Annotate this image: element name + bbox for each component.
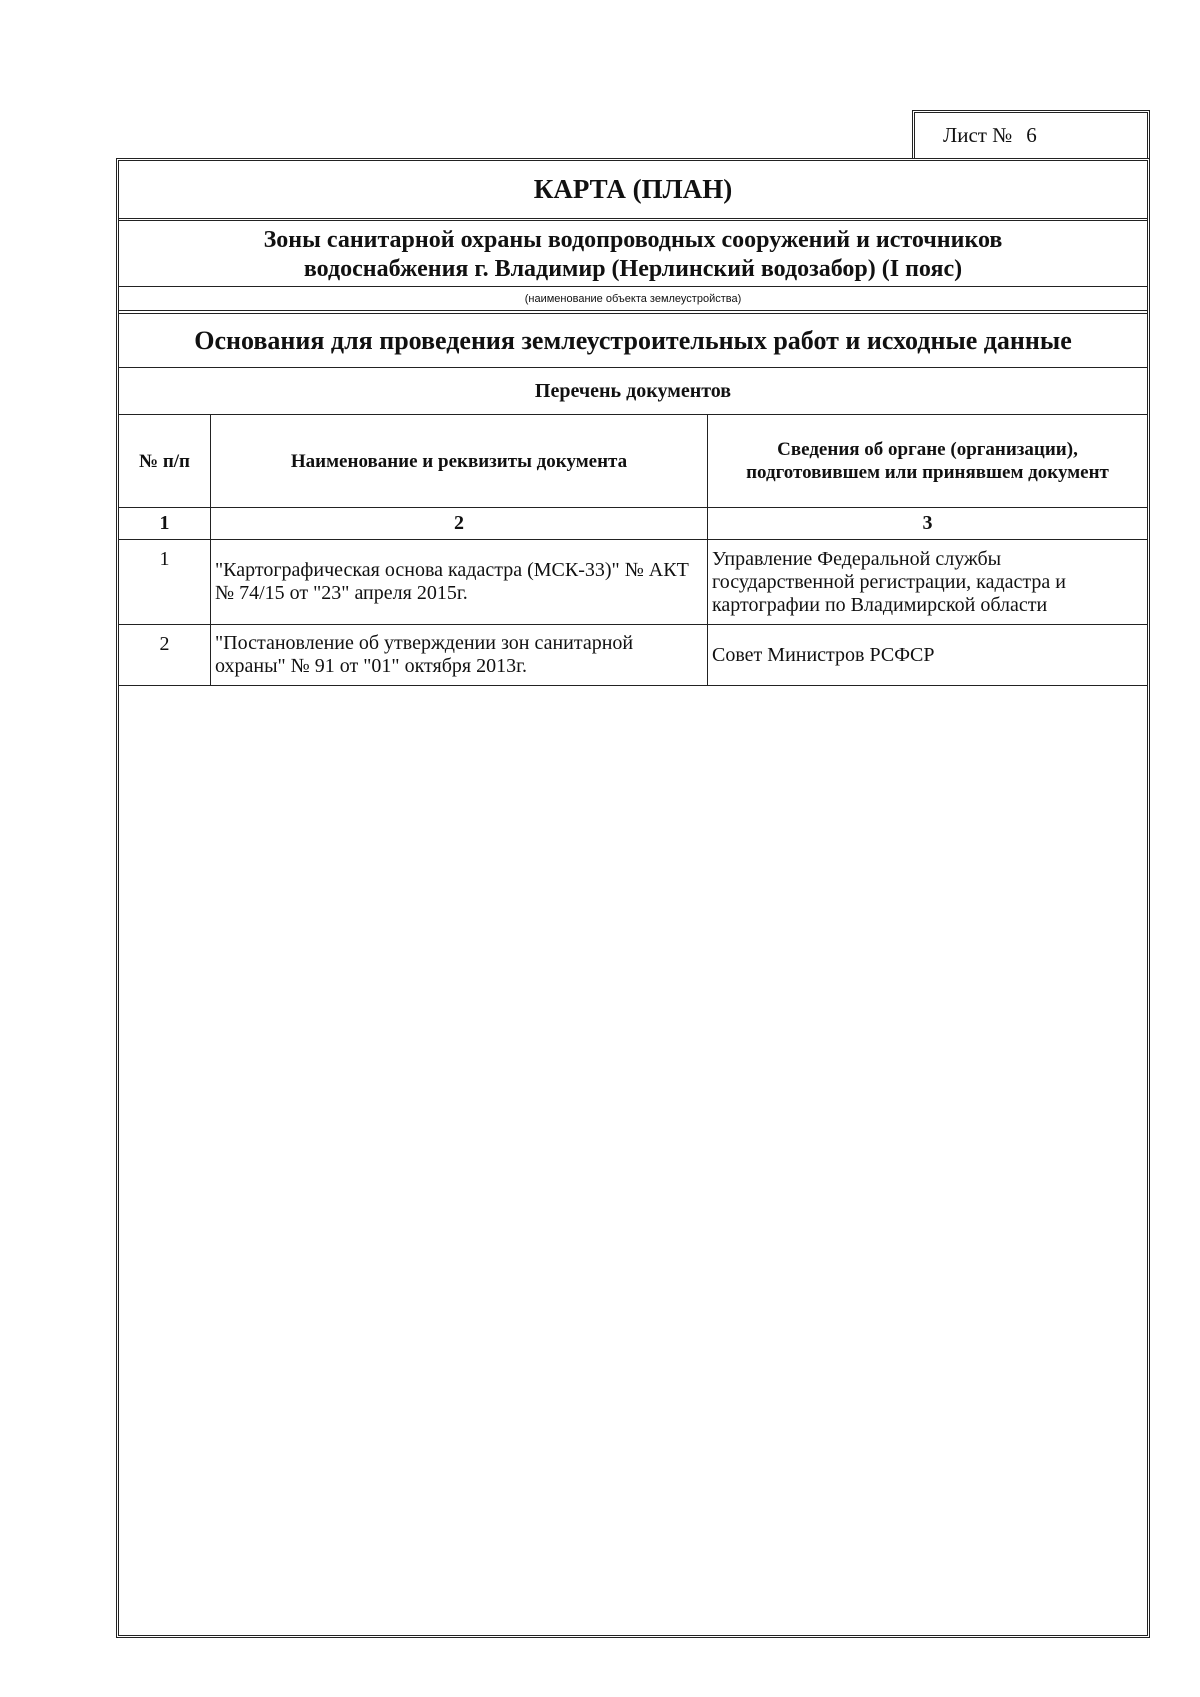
column-number-2: 2 (211, 508, 708, 540)
row-index: 2 (119, 625, 211, 686)
row-organization: Совет Министров РСФСР (708, 625, 1148, 686)
row-organization: Управление Федеральной службы государственной регистрации, кадастра и картографии по Владимирской области (708, 540, 1148, 625)
sheet-number: 6 (1026, 123, 1037, 147)
row-document: "Картографическая основа кадастра (МСК-33)" № АКТ № 74/15 от "23" апреля 2015г. (211, 540, 708, 625)
object-caption: (наименование объекта землеустройства) (119, 286, 1147, 310)
object-name (119, 218, 1147, 286)
row-document: "Постановление об утверждении зон санитарной охраны" № 91 от "01" октября 2013г. (211, 625, 708, 686)
column-number-1: 1 (119, 508, 211, 540)
header-organization: Сведения об органе (организации), подготовившем или принявшем документ (708, 415, 1148, 508)
sheet-number-box (912, 110, 1150, 158)
column-number-row (119, 508, 1147, 540)
sheet-label: Лист № (943, 123, 1013, 147)
row-index: 1 (119, 540, 211, 625)
header-document: Наименование и реквизиты документа (211, 415, 708, 508)
object-name-line-2: водоснабжения г. Владимир (Нерлинский водозабор) (I пояс) (303, 256, 963, 282)
table-row (119, 540, 1147, 625)
page-title: КАРТА (ПЛАН) (533, 174, 733, 204)
table-header-row (119, 415, 1147, 508)
document-list-title: Перечень документов (119, 367, 1147, 414)
documents-table (119, 414, 1147, 686)
document-frame (116, 158, 1150, 1638)
table-row (119, 625, 1147, 686)
header-index: № п/п (119, 415, 211, 508)
column-number-3: 3 (708, 508, 1148, 540)
section-title: Основания для проведения землеустроительных работ и исходные данные (119, 310, 1147, 367)
object-name-line-1: Зоны санитарной охраны водопроводных сооружений и источников (263, 227, 1003, 253)
